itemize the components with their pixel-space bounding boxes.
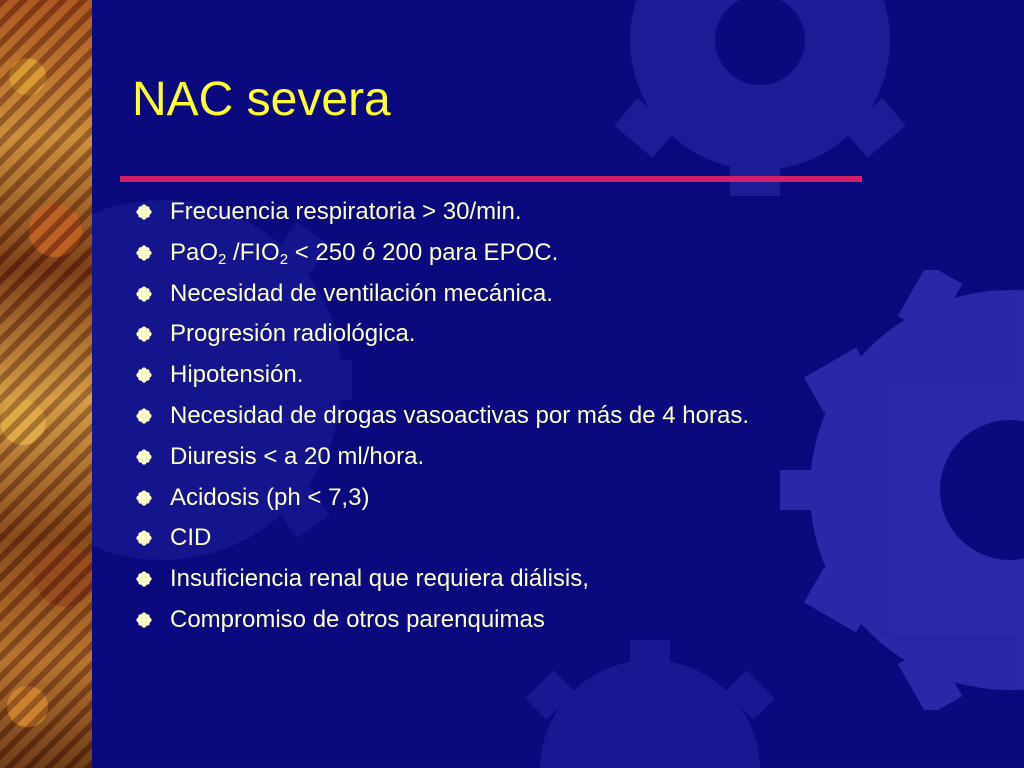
bullet-text: Necesidad de ventilación mecánica.: [170, 279, 553, 307]
list-item: [130, 192, 749, 233]
subscript: 2: [279, 250, 289, 268]
title-divider: [120, 176, 862, 182]
flower-bullet-icon: [136, 326, 152, 342]
bullet-text: Diuresis < a 20 ml/hora.: [170, 442, 425, 470]
gear-icon: [520, 640, 780, 768]
flower-bullet-icon: [136, 367, 152, 383]
bullet-text: Progresión radiológica.: [170, 320, 416, 348]
list-item: [130, 233, 749, 274]
decorative-side-strip: [0, 0, 92, 768]
flower-bullet-icon: [136, 408, 152, 424]
subscript: 2: [218, 250, 227, 268]
gear-icon: [600, 0, 920, 200]
list-item: [130, 478, 749, 519]
list-item: [130, 600, 749, 641]
bullet-text: CID: [170, 524, 212, 552]
flower-bullet-icon: [136, 286, 152, 302]
bullet-text: Compromiso de otros parenquimas: [170, 605, 545, 633]
list-item: [130, 437, 749, 478]
flower-bullet-icon: [136, 449, 152, 465]
list-item: [130, 518, 749, 559]
bullet-text: Necesidad de drogas vasoactivas por más de 4 horas.: [170, 401, 749, 429]
list-item: [130, 396, 749, 437]
list-item: [130, 274, 749, 315]
list-item: [130, 355, 749, 396]
bullet-text: Hipotensión.: [170, 361, 304, 389]
flower-bullet-icon: [136, 571, 152, 587]
flower-bullet-icon: [136, 490, 152, 506]
bullet-text: Frecuencia respiratoria > 30/min.: [170, 198, 522, 225]
bullet-list: [130, 192, 749, 641]
bullet-text: [170, 239, 558, 266]
flower-bullet-icon: [136, 530, 152, 546]
bullet-text: Acidosis (ph < 7,3): [170, 483, 370, 511]
side-strip-texture: [0, 0, 92, 768]
slide-title: NAC severa: [132, 73, 391, 126]
list-item: [130, 559, 749, 600]
list-item: [130, 314, 749, 355]
text-segment: < 250 ó 200 para EPOC.: [288, 238, 559, 266]
gear-icon: [770, 270, 1024, 710]
bullet-text: Insuficiencia renal que requiera diálisis,: [170, 565, 589, 593]
text-segment: PaO: [170, 238, 219, 266]
flower-bullet-icon: [136, 204, 152, 220]
text-segment: /FIO: [226, 238, 280, 266]
flower-bullet-icon: [136, 612, 152, 628]
flower-bullet-icon: [136, 245, 152, 261]
